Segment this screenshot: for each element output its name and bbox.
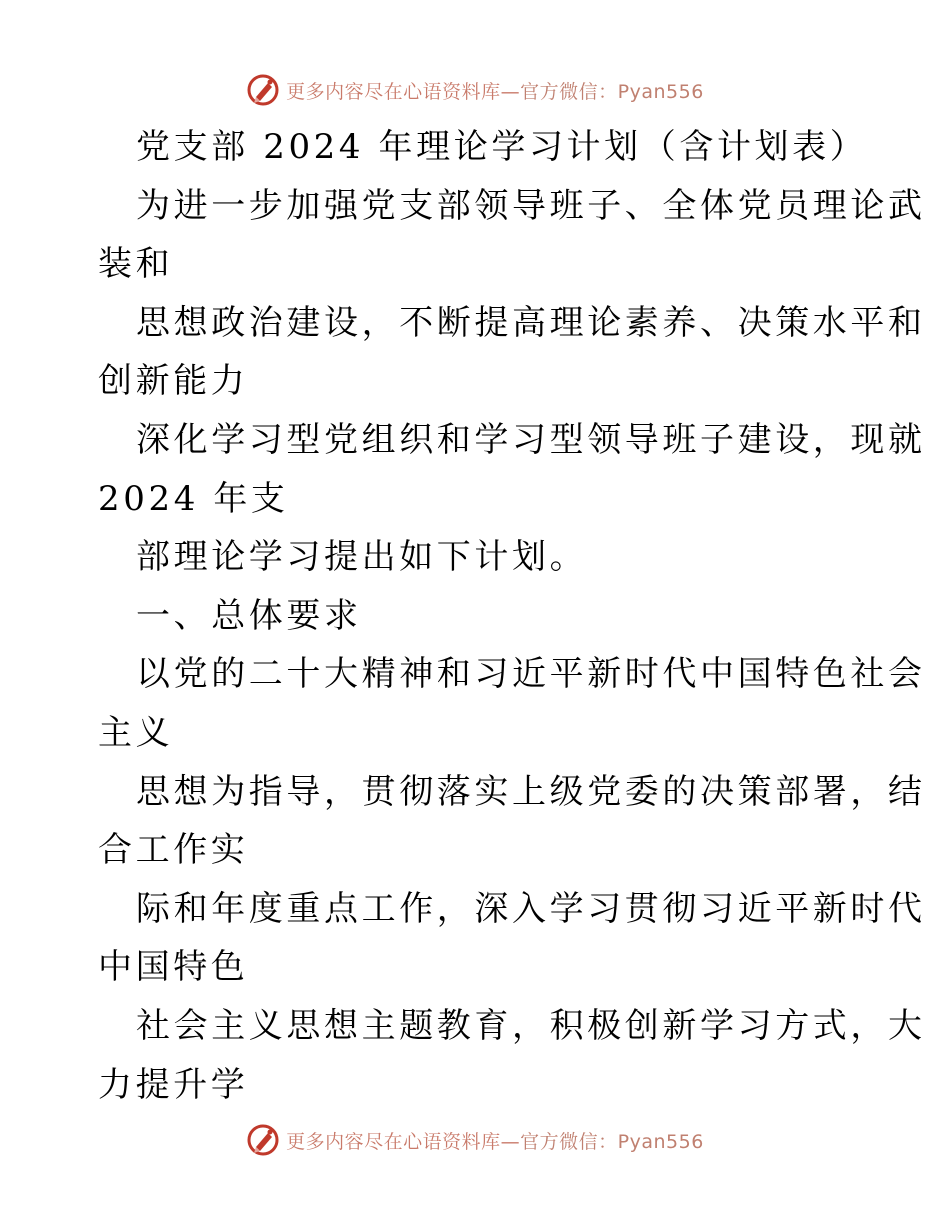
pen-logo-icon [246,1123,280,1157]
text-line: 以党的二十大精神和习近平新时代中国特色社会 [136,654,926,695]
watermark-text [286,77,704,104]
doc-title-line: 党支部 2024 年理论学习计划（含计划表） [136,127,868,167]
text-line: 部理论学习提出如下计划。 [136,537,588,578]
text-line: 2024 年支 [98,478,289,519]
watermark-wechat: 官方微信：Pyan556 [520,1130,704,1153]
text-line: 主义 [98,712,174,753]
text-line: 深化学习型党组织和学习型领导班子建设，现就 [136,419,926,460]
text-line: 际和年度重点工作，深入学习贯彻习近平新时代 [136,888,926,929]
text-line: 力提升学 [98,1064,249,1105]
watermark-wechat: 官方微信：Pyan556 [520,80,704,103]
watermark-dash: — [500,80,521,103]
text-line: 创新能力 [98,361,249,402]
header-watermark [0,70,950,110]
text-line: 合工作实 [98,830,249,871]
text-line: 中国特色 [98,947,249,988]
text-line: 社会主义思想主题教育，积极创新学习方式，大 [136,1005,926,1046]
watermark-main: 更多内容尽在心语资料库 [286,80,501,103]
text-line: 为进一步加强党支部领导班子、全体党员理论武 [136,185,926,226]
watermark-dash: — [500,1130,521,1153]
section-heading: 一、总体要求 [136,595,362,636]
document-body [98,118,926,1114]
text-line: 思想政治建设，不断提高理论素养、决策水平和 [136,302,926,343]
watermark-main: 更多内容尽在心语资料库 [286,1130,501,1153]
watermark-text [286,1127,704,1154]
text-line: 思想为指导，贯彻落实上级党委的决策部署，结 [136,771,926,812]
text-line: 装和 [98,244,174,285]
pen-logo-icon [246,73,280,107]
footer-watermark [0,1120,950,1160]
